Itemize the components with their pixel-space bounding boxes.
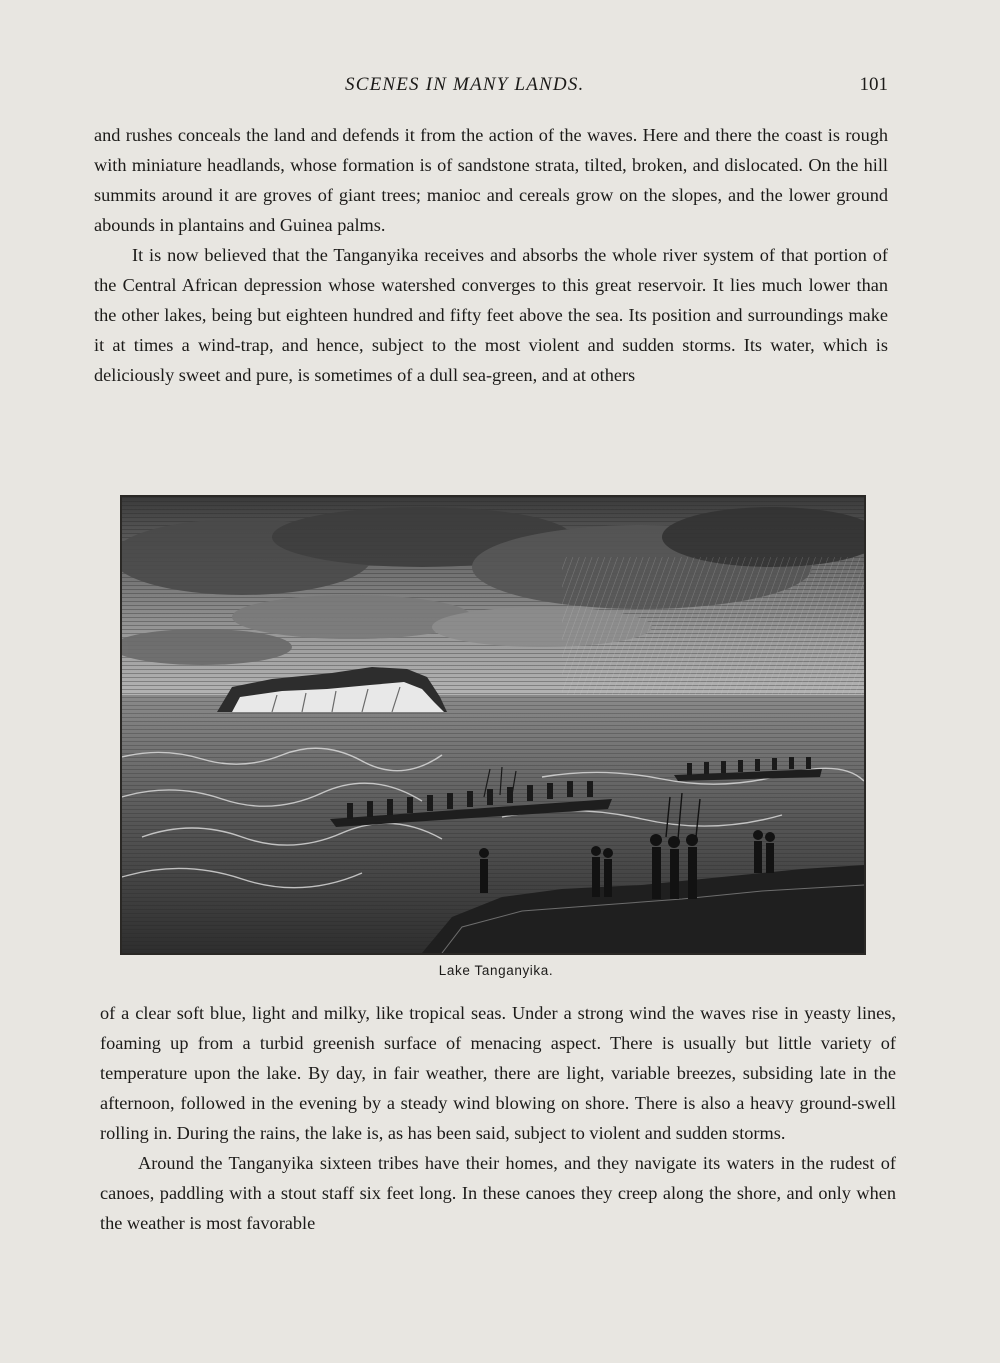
paragraph: It is now believed that the Tanganyika receives and absorbs the whole river system of that portion of the Central African depression whose watershed converges to this great reservoir. It lies much lower than the other lakes, being but eighteen hundred and fifty feet above the sea. Its position and surroundings make it at times a wind-trap, and hence, subject to the most violent and sudden storms. Its water, which is deliciously sweet and pure, is sometimes of a dull sea-green, and at others <box>94 245 888 385</box>
running-head-title: SCENES IN MANY LANDS. <box>345 74 585 95</box>
paragraph: Around the Tanganyika sixteen tribes have their homes, and they navigate its waters in the rudest of canoes, paddling with a stout staff six feet long. In these canoes they creep along the shore, and only when the weather is most favorable <box>100 1153 896 1233</box>
figure-caption-text: Lake Tanganyika. <box>438 963 554 978</box>
text-block-top <box>94 120 888 390</box>
text-block-bottom <box>100 998 896 1238</box>
paragraph: and rushes conceals the land and defends it from the action of the waves. Here and there the coast is rough with miniature headlands, whose formation is of sandstone strata, tilted, broken, and dislocated. On the hill summits around it are groves of giant trees; manioc and cereals grow on the slopes, and the lower ground abounds in plantains and Guinea palms. <box>94 125 888 235</box>
figure-caption <box>0 963 1000 978</box>
engraving-illustration <box>122 497 864 953</box>
page-number: 101 <box>859 74 888 95</box>
running-head <box>0 74 1000 100</box>
engraving-lake-tanganyika <box>120 495 866 955</box>
paragraph: of a clear soft blue, light and milky, like tropical seas. Under a strong wind the waves rise in yeasty lines, foaming up from a turbid greenish surface of menacing aspect. There is usually but little variety of temperature upon the lake. By day, in fair weather, there are light, variable breezes, subsiding late in the afternoon, followed in the evening by a steady wind blowing on shore. There is also a heavy ground-swell rolling in. During the rains, the lake is, as has been said, subject to violent and sudden storms. <box>100 1003 896 1143</box>
